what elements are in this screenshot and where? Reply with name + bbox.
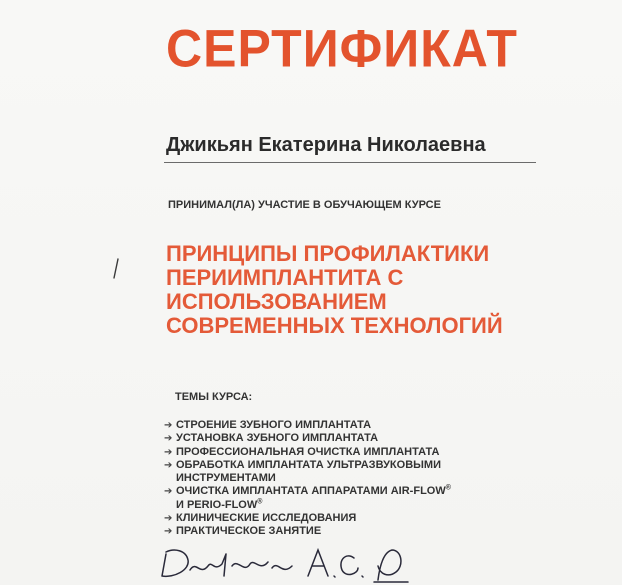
course-title-line: ИСПОЛЬЗОВАНИЕМ xyxy=(166,289,387,314)
topic-item xyxy=(164,419,451,432)
arrow-right-icon: ➔ xyxy=(164,486,173,498)
registered-mark: ® xyxy=(257,498,263,506)
topic-text: ОБРАБОТКА ИМПЛАНТАТА УЛЬТРАЗВУКОВЫМИ xyxy=(176,458,441,471)
certificate-title: СЕРТИФИКАТ xyxy=(166,19,518,78)
arrow-right-icon: ➔ xyxy=(164,433,173,445)
handwritten-signature xyxy=(152,546,412,585)
topic-item xyxy=(164,525,451,538)
topic-item xyxy=(164,512,451,525)
topic-item xyxy=(164,485,451,512)
arrow-right-icon: ➔ xyxy=(164,526,173,538)
course-title-line: ПЕРИИМПЛАНТИТА С xyxy=(166,265,404,290)
arrow-right-icon: ➔ xyxy=(164,513,173,525)
course-title xyxy=(166,242,503,338)
topic-item xyxy=(164,459,451,486)
topics-heading: ТЕМЫ КУРСА: xyxy=(175,391,253,403)
topic-text: ПРАКТИЧЕСКОЕ ЗАНЯТИЕ xyxy=(176,525,322,538)
participation-text: ПРИНИМАЛ(ЛА) УЧАСТИЕ В ОБУЧАЮЩЕМ КУРСЕ xyxy=(168,199,441,211)
topic-item xyxy=(164,446,451,459)
topic-text: ОЧИСТКА ИМПЛАНТАТА АППАРАТАМИ AIR-FLOW xyxy=(176,485,446,498)
arrow-right-icon: ➔ xyxy=(164,459,173,471)
topic-text: И PERIO-FLOW xyxy=(176,498,258,511)
pen-mark xyxy=(112,258,120,280)
topics-list xyxy=(164,419,451,539)
topic-text: УСТАНОВКА ЗУБНОГО ИМПЛАНТАТА xyxy=(176,432,379,445)
recipient-name: Джикьян Екатерина Николаевна xyxy=(166,134,486,156)
topic-item xyxy=(164,432,451,445)
topic-text: КЛИНИЧЕСКИЕ ИССЛЕДОВАНИЯ xyxy=(176,512,357,525)
arrow-right-icon: ➔ xyxy=(164,420,173,431)
course-title-line: СОВРЕМЕННЫХ ТЕХНОЛОГИЙ xyxy=(166,313,503,338)
course-title-line: ПРИНЦИПЫ ПРОФИЛАКТИКИ xyxy=(166,241,490,266)
topic-text: ПРОФЕССИОНАЛЬНАЯ ОЧИСТКА ИМПЛАНТАТА xyxy=(176,445,440,458)
arrow-right-icon: ➔ xyxy=(164,446,173,458)
topic-text: ИНСТРУМЕНТАМИ xyxy=(176,472,276,485)
name-underline xyxy=(164,162,536,163)
topic-text: СТРОЕНИЕ ЗУБНОГО ИМПЛАНТАТА xyxy=(176,419,372,431)
registered-mark: ® xyxy=(445,484,451,492)
